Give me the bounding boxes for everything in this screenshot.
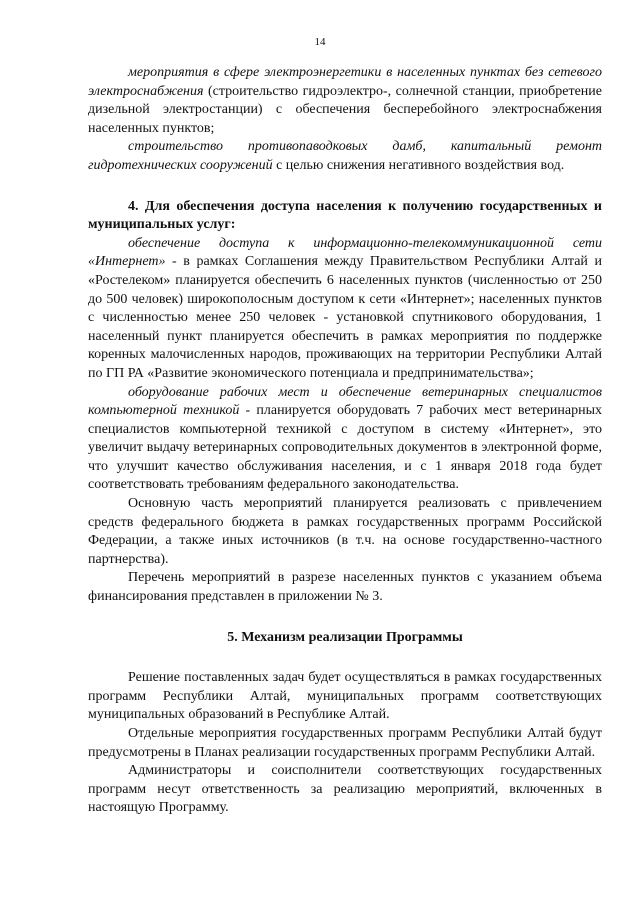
text-workplaces: - планируется оборудовать 7 рабочих мест ветеринарных специалистов компьютерной техникой с доступом в систему «Интернет», это увеличит выдачу ветеринарных сопроводительных документов в электронной форме, что улучшит качество обслуживания населения, и с 1 января 2018 года будет соответствовать требованиям федерального законодательства. <box>88 403 602 493</box>
text-internet: - в рамках Соглашения между Правительством Республики Алтай и «Ростелеком» планируется обеспечить 6 населенных пунктов (численностью от 250 до 500 человек) широкополосным доступом к сети «Интернет»; населенных пунктов с численностью менее 250 человек - установкой спутникового оборудования, 1 населенный пункт планируется обеспечить в рамках мероприятия по поддержке коренных малочисленных народов, проживающих на территории Республики Алтай по ГП РА «Развитие экономического потенциала и предпринимательства»; <box>88 254 602 381</box>
paragraph-dams <box>88 138 602 175</box>
paragraph-mechanism: Решение поставленных задач будет осуществляться в рамках государственных программ Республики Алтай, муниципальных программ соответствующих муниципальных образований в Республике Алтай. <box>88 670 602 723</box>
paragraph-responsibility: Администраторы и соисполнители соответствующих государственных программ несут ответственность за реализацию мероприятий, включенных в настоящую Программу. <box>88 763 602 816</box>
page-number: 14 <box>314 36 326 48</box>
text-dams: с целью снижения негативного воздействия вод. <box>272 157 565 173</box>
emphasis-dams: строительство противопаводковых дамб, капитальный ремонт гидротехнических сооружений <box>88 139 602 173</box>
emphasis-workplaces: оборудование рабочих мест и обеспечение ветеринарных специалистов компьютерной техникой <box>88 384 602 419</box>
paragraph-list-reference: Перечень мероприятий в разрезе населенных пунктов с указанием объема финансирования представлен в приложении № 3. <box>88 570 602 605</box>
document-body <box>88 64 602 818</box>
paragraph-funding: Основную часть мероприятий планируется реализовать с привлечением средств федерального бюджета в рамках государственных программ Российской Федерации, а также иных источников (в т.ч. на основе государственно-частного партнерства). <box>88 496 602 567</box>
heading-section-4: 4. Для обеспечения доступа населения к получению государственных и муниципальных услуг: <box>88 198 602 233</box>
paragraph-workplaces <box>88 384 602 496</box>
emphasis-internet: обеспечение доступа к информационно-телекоммуникационной сети «Интернет» <box>88 235 602 270</box>
paragraph-electricity <box>88 64 602 138</box>
paragraph-internet <box>88 235 602 384</box>
emphasis-electricity: мероприятия в сфере электроэнергетики в населенных пунктах без сетевого электроснабжения <box>88 65 602 99</box>
text-electricity: (строительство гидроэлектро-, солнечной станции, приобретение дизельной электростанции) с обеспечения бесперебойного электроснабжения населенных пунктов; <box>88 83 602 136</box>
paragraph-plans: Отдельные мероприятия государственных программ Республики Алтай будут предусмотрены в Планах реализации государственных программ Республики Алтай. <box>88 726 602 760</box>
heading-section-5: 5. Механизм реализации Программы <box>227 629 463 645</box>
